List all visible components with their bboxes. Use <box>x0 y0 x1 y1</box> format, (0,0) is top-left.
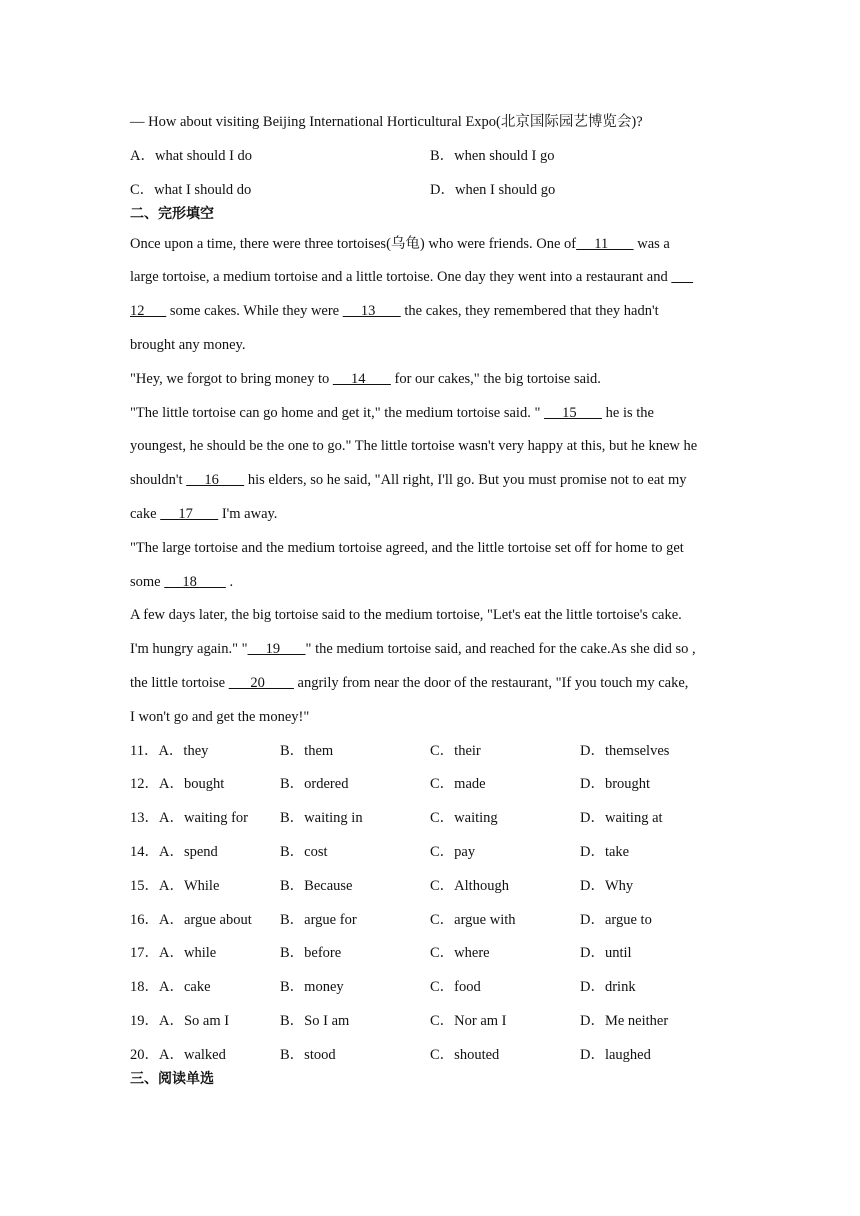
passage-text: cake <box>130 505 161 522</box>
option-a: 16．A．argue about <box>130 911 252 928</box>
passage-line: brought any money. <box>130 336 246 353</box>
question-row <box>130 804 740 838</box>
option-c: C．shouted <box>430 1046 500 1063</box>
option-b: B．ordered <box>280 776 349 793</box>
passage-text: his elders, so he said, "All right, I'll go. But you must promise not to eat my <box>244 472 687 489</box>
option-a: 15．A．While <box>130 877 220 894</box>
option-a: 20．A．walked <box>130 1046 226 1063</box>
option-c: C．argue with <box>430 911 516 928</box>
question-row <box>130 1007 740 1041</box>
option-d: D．drink <box>580 979 636 996</box>
blank-19: 19 <box>247 641 306 658</box>
blank-18: 18 <box>164 573 226 590</box>
option-b: B．argue for <box>280 911 357 928</box>
passage-line <box>130 230 740 264</box>
option-c: C．Nor am I <box>430 1012 507 1029</box>
passage-text: he is the <box>602 404 654 421</box>
blank-15: 15 <box>544 404 603 421</box>
option-c: C．Although <box>430 877 509 894</box>
passage-line <box>130 568 740 602</box>
option-d: D．Me neither <box>580 1012 669 1029</box>
option-b: B．before <box>280 945 342 962</box>
passage-line <box>130 365 740 399</box>
option-a: 17．A．while <box>130 945 217 962</box>
passage-text: was a <box>633 235 670 252</box>
blank-14: 14 <box>332 370 391 387</box>
option-a: 13．A．waiting for <box>130 810 248 827</box>
option-d: D．when I should go <box>430 181 556 198</box>
option-a: 14．A．spend <box>130 843 218 860</box>
cloze-options <box>130 737 740 1069</box>
option-c: C．pay <box>430 843 476 860</box>
option-b: B．cost <box>280 843 328 860</box>
passage-line <box>130 399 740 433</box>
option-b: B．money <box>280 979 344 996</box>
passage-text: the cakes, they remembered that they hadn't <box>400 303 659 320</box>
option-d: D．themselves <box>580 742 670 759</box>
option-c: C．waiting <box>430 810 498 827</box>
question-options-row <box>130 142 740 176</box>
option-a: 11．A．they <box>130 742 209 759</box>
option-b: B．them <box>280 742 334 759</box>
question-prompt: — How about visiting Beijing International Horticultural Expo(北京国际园艺博览会)? <box>130 114 643 130</box>
passage-line: youngest, he should be the one to go." The little tortoise wasn't very happy at this, but he knew he <box>130 438 698 455</box>
passage-text: " the medium tortoise said, and reached for the cake.As she did so , <box>305 641 696 658</box>
blank-11: 11 <box>576 235 634 252</box>
passage-line <box>130 263 740 297</box>
option-d: D．take <box>580 843 630 860</box>
blank-13: 13 <box>342 303 401 320</box>
option-a: 18．A．cake <box>130 979 211 996</box>
passage-line: A few days later, the big tortoise said to the medium tortoise, "Let's eat the little tortoise's cake. <box>130 607 682 624</box>
passage-line <box>130 669 740 703</box>
option-a: 19．A．So am I <box>130 1012 230 1029</box>
passage-line <box>130 500 740 534</box>
question-options-row <box>130 176 740 204</box>
option-a: A．what should I do <box>130 147 253 164</box>
question-row <box>130 770 740 804</box>
option-c: C．made <box>430 776 486 793</box>
blank-17: 17 <box>160 505 219 522</box>
worksheet-page <box>130 108 740 1095</box>
option-d: D．argue to <box>580 911 652 928</box>
passage-text: for our cakes," the big tortoise said. <box>390 370 601 387</box>
passage-text: Once upon a time, there were three tortoises(乌龟) who were friends. One of <box>130 235 577 252</box>
blank-12-end: 12 <box>130 303 167 320</box>
question-row <box>130 973 740 1007</box>
passage-text: large tortoise, a medium tortoise and a little tortoise. One day they went into a restaurant and <box>130 269 672 286</box>
passage-text: . <box>225 573 234 590</box>
option-d: D．until <box>580 945 632 962</box>
question-row <box>130 838 740 872</box>
question-row <box>130 872 740 906</box>
blank-20: 20 <box>228 674 294 691</box>
passage-text: some cakes. While they were <box>166 303 343 320</box>
passage-text: the little tortoise <box>130 674 229 691</box>
passage-text: I'm hungry again." " <box>130 641 248 658</box>
passage-line: I won't go and get the money!" <box>130 708 310 725</box>
option-b: B．Because <box>280 877 353 894</box>
option-d: D．laughed <box>580 1046 651 1063</box>
option-b: B．So I am <box>280 1012 350 1029</box>
option-d: D．waiting at <box>580 810 663 827</box>
passage-text: some <box>130 573 165 590</box>
option-b: B．waiting in <box>280 810 363 827</box>
passage-text: angrily from near the door of the restaurant, "If you touch my cake, <box>293 674 689 691</box>
option-b: B．when should I go <box>430 147 555 164</box>
question-row <box>130 737 740 771</box>
passage-line <box>130 635 740 669</box>
passage-line: "The large tortoise and the medium tortoise agreed, and the little tortoise set off for home to get <box>130 539 684 556</box>
question-row <box>130 1041 740 1069</box>
option-d: D．Why <box>580 877 634 894</box>
option-c: C．their <box>430 742 481 759</box>
question-row <box>130 939 740 973</box>
option-c: C．where <box>430 945 490 962</box>
question-row <box>130 906 740 940</box>
blank-12-start <box>671 269 693 285</box>
passage-line <box>130 466 740 500</box>
option-c: C．what I should do <box>130 181 252 198</box>
section-heading-reading: 三、阅读单选 <box>130 1070 214 1087</box>
passage-text: I'm away. <box>218 505 278 522</box>
passage-line <box>130 297 740 331</box>
passage-text: "The little tortoise can go home and get it," the medium tortoise said. " <box>130 404 545 421</box>
passage-text: "Hey, we forgot to bring money to <box>130 370 333 387</box>
section-heading-cloze: 二、完形填空 <box>130 205 214 222</box>
option-d: D．brought <box>580 776 651 793</box>
passage-text: shouldn't <box>130 472 187 489</box>
option-b: B．stood <box>280 1046 336 1063</box>
blank-16: 16 <box>186 472 245 489</box>
option-a: 12．A．bought <box>130 776 225 793</box>
option-c: C．food <box>430 979 481 996</box>
